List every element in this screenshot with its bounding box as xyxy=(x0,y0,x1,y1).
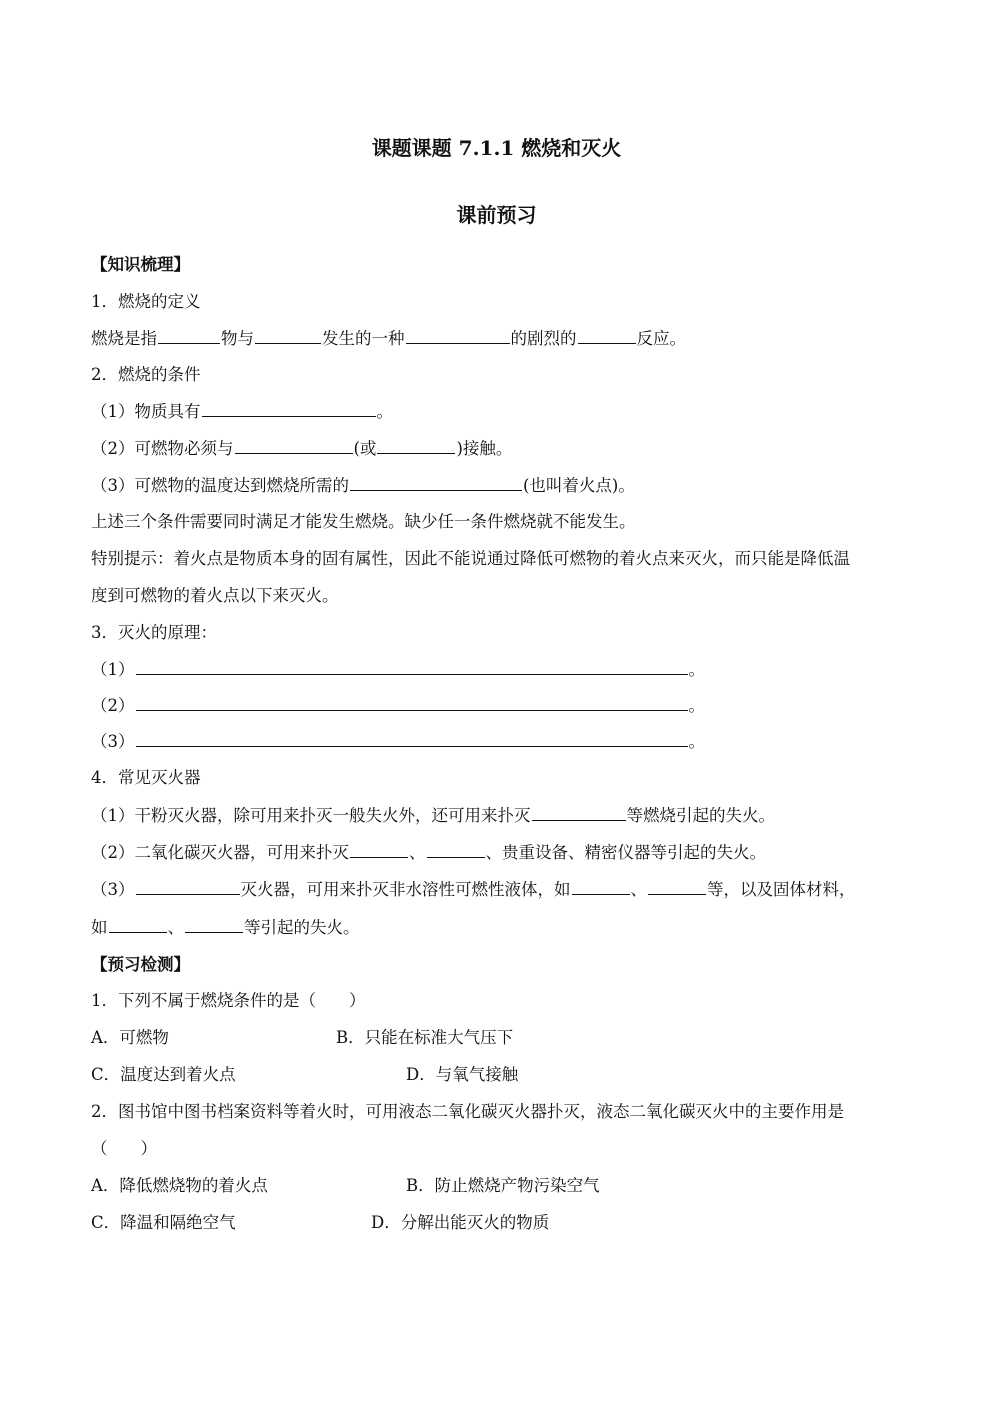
q3-heading: 3．灭火的原理： xyxy=(91,623,217,642)
fill-blank[interactable] xyxy=(158,327,220,344)
text: 的剧烈的 xyxy=(510,329,577,348)
text: （3） xyxy=(91,732,135,751)
text: 等燃烧引起的失火。 xyxy=(626,806,775,825)
pretest-q2-option-d[interactable]: D．分解出能灭火的物质 xyxy=(371,1213,550,1232)
text: （2） xyxy=(91,696,135,715)
text: 反应。 xyxy=(636,329,686,348)
q1-heading: 1．燃烧的定义 xyxy=(91,292,201,311)
pretest-q2-option-a[interactable]: A．降低燃烧物的着火点 xyxy=(91,1176,268,1195)
q2-heading: 2．燃烧的条件 xyxy=(91,365,201,384)
pretest-q1-option-d[interactable]: D．与氧气接触 xyxy=(406,1065,519,1084)
q4-item-3-cont xyxy=(91,916,360,939)
fill-blank[interactable] xyxy=(136,730,688,747)
text: 、 xyxy=(167,918,184,937)
text: 。 xyxy=(688,696,705,715)
fill-blank[interactable] xyxy=(136,658,688,675)
text: 、贵重设备、精密仪器等引起的失火。 xyxy=(485,843,766,862)
text: （3） xyxy=(91,880,135,899)
pretest-q1-option-c[interactable]: C．温度达到着火点 xyxy=(91,1065,236,1084)
q2-condition-1 xyxy=(91,400,393,423)
q4-item-2 xyxy=(91,841,766,864)
fill-blank[interactable] xyxy=(532,804,626,821)
fill-blank[interactable] xyxy=(406,327,510,344)
text: 如 xyxy=(91,918,108,937)
note-conditions: 上述三个条件需要同时满足才能发生燃烧。缺少任一条件燃烧就不能发生。 xyxy=(91,512,636,531)
text: )接触。 xyxy=(456,439,513,458)
text: 、 xyxy=(409,843,426,862)
pretest-q1-option-b[interactable]: B．只能在标准大气压下 xyxy=(336,1028,514,1047)
text: 等引起的失火。 xyxy=(244,918,360,937)
fill-blank[interactable] xyxy=(350,841,408,858)
pretest-q1-stem: 1．下列不属于燃烧条件的是（ ） xyxy=(91,991,366,1010)
q1-definition-line xyxy=(91,327,686,350)
q3-item-1 xyxy=(91,658,705,681)
text: (或 xyxy=(353,439,377,458)
fill-blank[interactable] xyxy=(255,327,321,344)
text: 发生的一种 xyxy=(322,329,405,348)
fill-blank[interactable] xyxy=(427,841,485,858)
note-special-2: 度到可燃物的着火点以下来灭火。 xyxy=(91,586,339,605)
section-heading-pretest: 【预习检测】 xyxy=(91,955,190,974)
fill-blank[interactable] xyxy=(572,878,630,895)
text: （1）干粉灭火器，除可用来扑灭一般失火外，还可用来扑灭 xyxy=(91,806,531,825)
text: 物与 xyxy=(221,329,254,348)
page-subtitle: 课前预习 xyxy=(456,203,537,227)
q3-item-3 xyxy=(91,730,705,753)
text: 。 xyxy=(376,402,393,421)
fill-blank[interactable] xyxy=(136,878,240,895)
text: 。 xyxy=(688,660,705,679)
pretest-q1-option-a[interactable]: A．可燃物 xyxy=(91,1028,169,1047)
page-title: 课题课题 7.1.1 燃烧和灭火 xyxy=(371,136,622,160)
text: (也叫着火点)。 xyxy=(523,476,635,495)
text: 等，以及固体材料， xyxy=(707,880,856,899)
pretest-q2-stem: 2．图书馆中图书档案资料等着火时，可用液态二氧化碳灭火器扑灭，液态二氧化碳灭火中的主要作用是 xyxy=(91,1102,844,1121)
text: 灭火器，可用来扑灭非水溶性可燃性液体，如 xyxy=(240,880,571,899)
q3-item-2 xyxy=(91,694,705,717)
section-heading-knowledge: 【知识梳理】 xyxy=(91,255,190,274)
fill-blank[interactable] xyxy=(377,437,455,454)
fill-blank[interactable] xyxy=(185,916,243,933)
fill-blank[interactable] xyxy=(109,916,167,933)
text: 燃烧是指 xyxy=(91,329,157,348)
q2-condition-3 xyxy=(91,474,635,497)
q4-item-3 xyxy=(91,878,856,901)
pretest-q2-answer-paren: （ ） xyxy=(91,1139,157,1158)
text: （2）可燃物必须与 xyxy=(91,439,234,458)
fill-blank[interactable] xyxy=(648,878,706,895)
pretest-q2-option-b[interactable]: B．防止燃烧产物污染空气 xyxy=(406,1176,600,1195)
fill-blank[interactable] xyxy=(202,400,376,417)
text: （1） xyxy=(91,660,135,679)
fill-blank[interactable] xyxy=(350,474,522,491)
text: （3）可燃物的温度达到燃烧所需的 xyxy=(91,476,349,495)
text: 、 xyxy=(630,880,647,899)
fill-blank[interactable] xyxy=(136,694,688,711)
fill-blank[interactable] xyxy=(578,327,636,344)
text: （2）二氧化碳灭火器，可用来扑灭 xyxy=(91,843,349,862)
q4-item-1 xyxy=(91,804,775,827)
note-special-1: 特别提示：着火点是物质本身的固有属性，因此不能说通过降低可燃物的着火点来灭火，而只能是降低温 xyxy=(91,549,850,568)
fill-blank[interactable] xyxy=(235,437,353,454)
text: （1）物质具有 xyxy=(91,402,201,421)
pretest-q2-option-c[interactable]: C．降温和隔绝空气 xyxy=(91,1213,236,1232)
text: 。 xyxy=(688,732,705,751)
q4-heading: 4．常见灭火器 xyxy=(91,768,201,787)
q2-condition-2 xyxy=(91,437,512,460)
